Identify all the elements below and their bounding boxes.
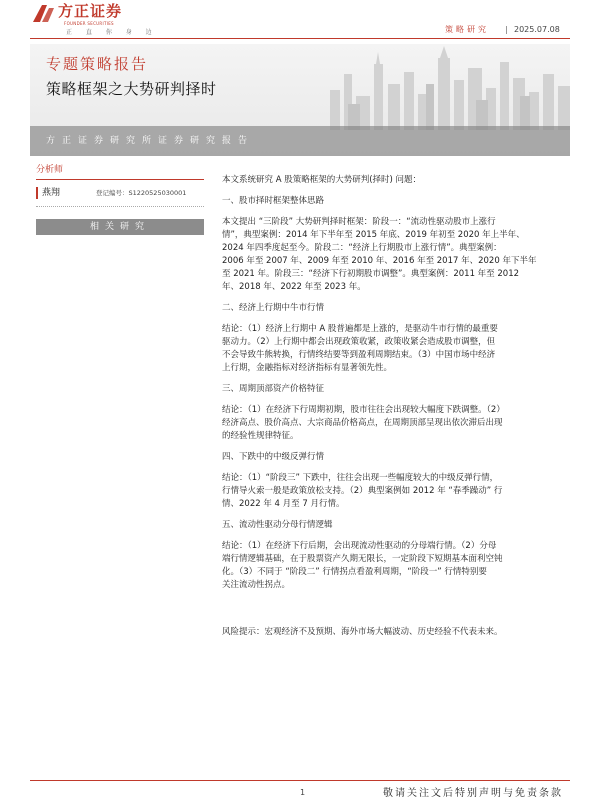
footer-rule <box>30 780 570 781</box>
paragraph-line: 结论：（1）在经济下行周期初期，股市往往会出现较大幅度下跌调整。（2） <box>222 405 505 415</box>
paragraph-line: 结论：（1）“阶段三” 下跌中，往往会出现一些幅度较大的中级反弹行情， <box>222 473 499 483</box>
paragraph-line: 关注流动性拐点。 <box>222 580 291 590</box>
section-1-heading: 一、股市择时框架整体思路 <box>222 196 325 206</box>
paragraph-line: 结论：（1）在经济下行后期，会出现流动性驱动的分母端行情。（2）分母 <box>222 541 497 551</box>
title-banner <box>30 44 570 156</box>
risk-warning: 风险提示：宏观经济不及预期、海外市场大幅波动、历史经验不代表未来。 <box>222 627 503 637</box>
paragraph-line: 结论：（1）经济上行期中 A 股普遍都是上涨的，是驱动牛市行情的最重要 <box>222 324 498 334</box>
header-separator <box>506 26 507 34</box>
paragraph-line: 至 2021 年。阶段三：“经济下行初期股市调整”。典型案例：2011 年至 2012 <box>222 269 520 279</box>
header-rule <box>30 38 570 39</box>
report-series: 专题策略报告 <box>46 55 149 73</box>
analyst-label: 分析师 <box>36 165 64 175</box>
institute-name: 方正证券研究所证券研究报告 <box>46 136 255 146</box>
paragraph-line: 上行期，金融指标对经济指标有显著领先性。 <box>222 363 393 373</box>
analyst-divider <box>36 206 204 207</box>
report-date: 2025.07.08 <box>514 25 560 34</box>
related-research-label: 相关研究 <box>89 222 150 232</box>
section-1-paragraph <box>222 216 572 294</box>
analyst-registration: 登记编号：S1220525030001 <box>96 189 187 197</box>
analyst-rule <box>36 179 204 180</box>
intro-paragraph: 本文系统研究 A 股策略框架的大势研判(择时) 问题： <box>222 175 422 185</box>
section-5-heading: 五、流动性驱动分母行情逻辑 <box>222 520 333 530</box>
founder-logo-icon <box>30 2 60 24</box>
paragraph-line: 端行情逻辑基础，在于股票资产久期无限长，一定阶段下短期基本面利空钝 <box>222 554 503 564</box>
paragraph-line: 情、2022 年 4 月至 7 月行情。 <box>222 499 345 509</box>
institute-bar <box>30 126 570 156</box>
company-slogan: 正 直 你 身 边 <box>66 29 158 36</box>
section-2-heading: 二、经济上行期中牛市行情 <box>222 303 325 313</box>
analyst-row <box>36 184 204 204</box>
paragraph-line: 驱动力。（2）上行期中都会出现政策收紧，政策收紧会造成股市调整，但 <box>222 337 496 347</box>
section-2-paragraph <box>222 323 572 375</box>
company-name-en: FOUNDER SECURITIES <box>64 21 114 26</box>
company-logo <box>30 2 160 36</box>
paragraph-line: 2006 年至 2007 年、2009 年至 2010 年、2016 年至 2017 年、2020 年下半年 <box>222 256 537 266</box>
related-research-header <box>36 219 204 235</box>
paragraph-line: 不会导致牛熊转换，行情终结要等到盈利周期结束。（3）中国市场中经济 <box>222 350 496 360</box>
section-5-paragraph <box>222 540 572 592</box>
paragraph-line: 经济高点、股价高点、大宗商品价格高点，在周期顶部呈现出依次滞后出现 <box>222 418 503 428</box>
report-type: 策略研究 <box>445 25 489 34</box>
paragraph-line: 化。（3）不同于 “阶段二” 行情拐点看盈利周期，“阶段一” 行情特别要 <box>222 567 487 577</box>
company-name: 方正证券 <box>58 2 123 20</box>
paragraph-line: 的经验性规律特征。 <box>222 431 299 441</box>
disclaimer-link: 敬请关注文后特别声明与免责条款 <box>383 788 563 799</box>
section-4-heading: 四、下跌中的中级反弹行情 <box>222 452 325 462</box>
paragraph-line: 情”，典型案例：2014 年下半年至 2015 年底、2019 年初至 2020 年上半年、 <box>222 230 525 240</box>
report-title: 策略框架之大势研判择时 <box>46 80 217 98</box>
section-3-paragraph <box>222 404 572 443</box>
report-body <box>222 174 572 639</box>
paragraph-line: 本文提出 “三阶段” 大势研判择时框架：阶段一：“流动性驱动股市上涨行 <box>222 217 496 227</box>
analyst-marker <box>36 187 38 199</box>
paragraph-line: 2024 年四季度起至今。阶段二：“经济上行期股市上涨行情”。典型案例： <box>222 243 502 253</box>
section-4-paragraph <box>222 472 572 511</box>
paragraph-line: 行情导火索一般是政策放松支持。（2）典型案例如 2012 年 “春季躁动” 行 <box>222 486 503 496</box>
section-3-heading: 三、周期顶部资产价格特征 <box>222 384 325 394</box>
analyst-name: 燕翔 <box>42 188 61 198</box>
page-number: 1 <box>300 788 306 797</box>
paragraph-line: 年、2018 年、2022 年至 2023 年。 <box>222 282 366 292</box>
